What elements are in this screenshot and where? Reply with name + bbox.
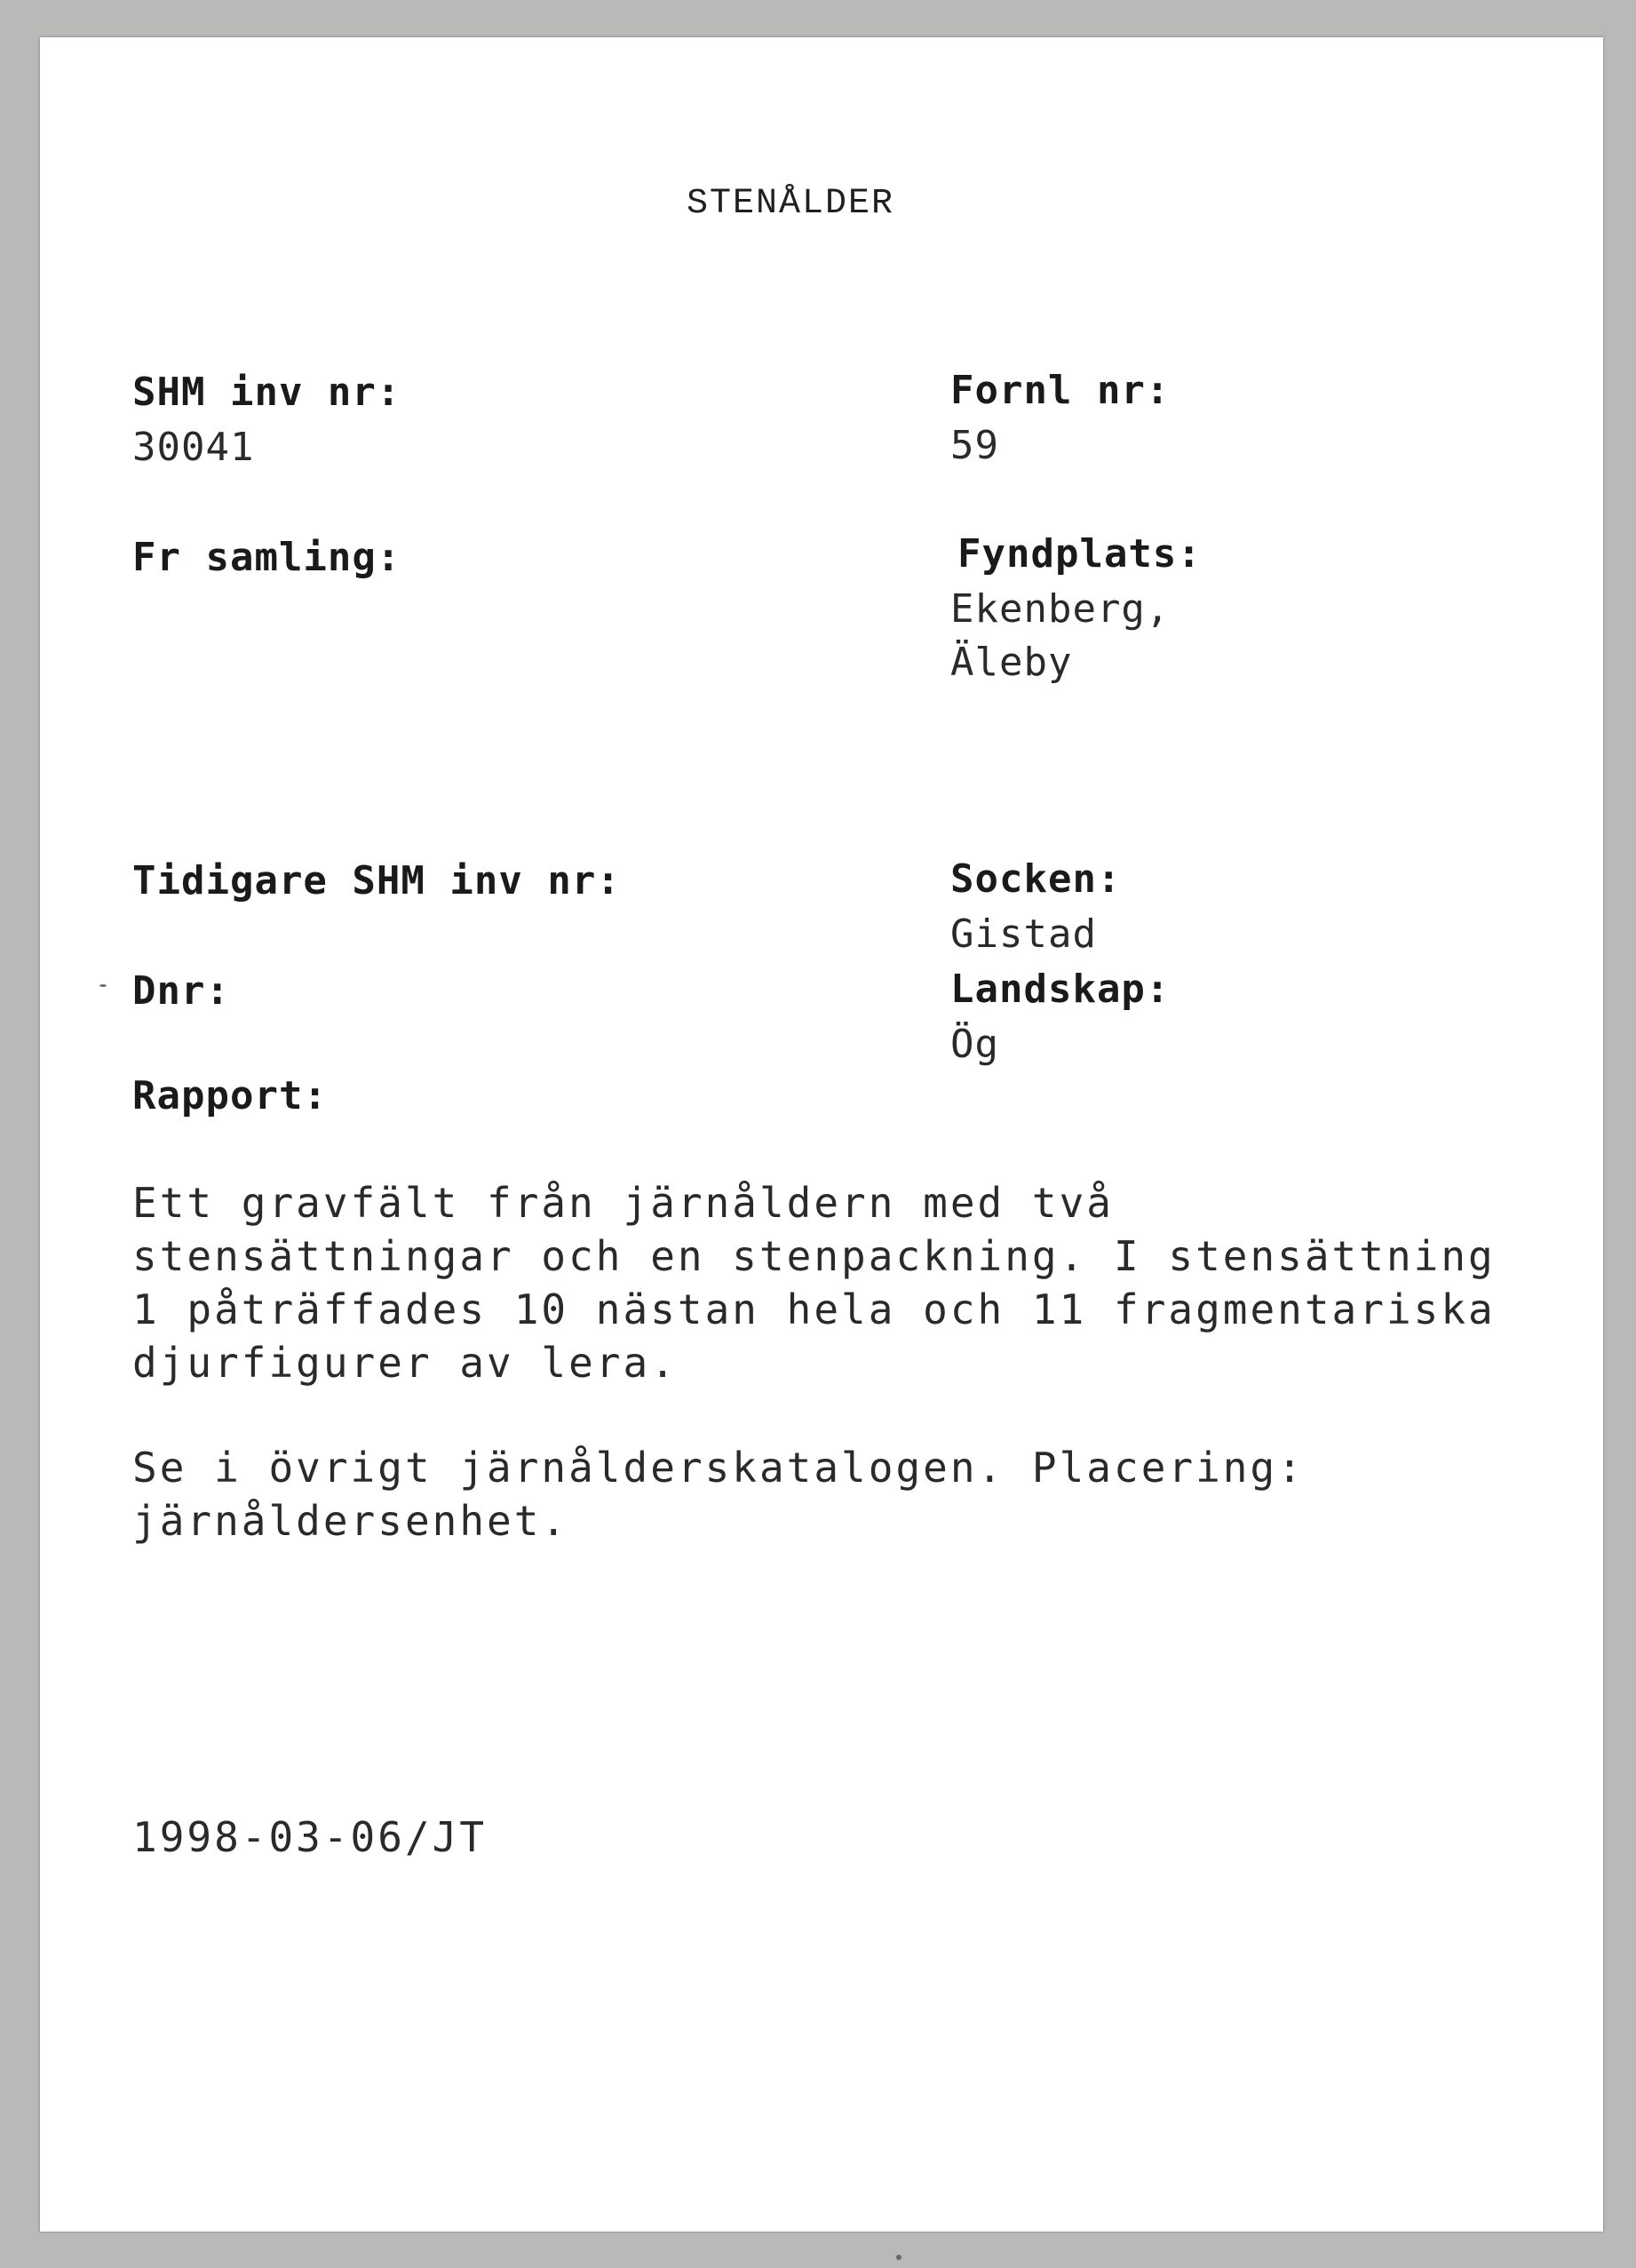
socken-label: Socken: bbox=[950, 856, 1122, 902]
scan-speck bbox=[896, 2255, 901, 2260]
document-page bbox=[40, 37, 1603, 2232]
fr-samling-label: Fr samling: bbox=[132, 535, 401, 580]
report-line: järnåldersenhet. bbox=[132, 1497, 569, 1545]
rapport-label: Rapport: bbox=[132, 1073, 328, 1118]
dnr-label: Dnr: bbox=[132, 968, 230, 1014]
report-line: Se i övrigt järnålderskatalogen. Placering: bbox=[132, 1444, 1305, 1492]
scan-speck bbox=[99, 984, 107, 987]
fornl-nr-label: Fornl nr: bbox=[950, 368, 1171, 413]
shm-inv-nr-value: 30041 bbox=[132, 425, 255, 470]
report-line: Ett gravfält från järnåldern med två bbox=[132, 1179, 1114, 1227]
report-line: stensättningar och en stenpackning. I stensättning bbox=[132, 1232, 1496, 1280]
shm-inv-nr-label: SHM inv nr: bbox=[132, 370, 401, 415]
fyndplats-value-line: Ekenberg, bbox=[950, 586, 1171, 632]
date-signature: 1998-03-06/JT bbox=[132, 1813, 488, 1861]
tidigare-shm-inv-nr-label: Tidigare SHM inv nr: bbox=[132, 858, 621, 903]
fyndplats-value-line: Äleby bbox=[950, 640, 1073, 685]
report-line: 1 påträffades 10 nästan hela och 11 fragmentariska bbox=[132, 1285, 1496, 1333]
report-line: djurfigurer av lera. bbox=[132, 1339, 678, 1387]
landskap-value: Ög bbox=[950, 1022, 999, 1067]
fornl-nr-value: 59 bbox=[950, 423, 999, 468]
fyndplats-label: Fyndplats: bbox=[957, 531, 1202, 577]
document-title: STENÅLDER bbox=[687, 184, 895, 224]
landskap-label: Landskap: bbox=[950, 967, 1171, 1012]
socken-value: Gistad bbox=[950, 911, 1097, 957]
